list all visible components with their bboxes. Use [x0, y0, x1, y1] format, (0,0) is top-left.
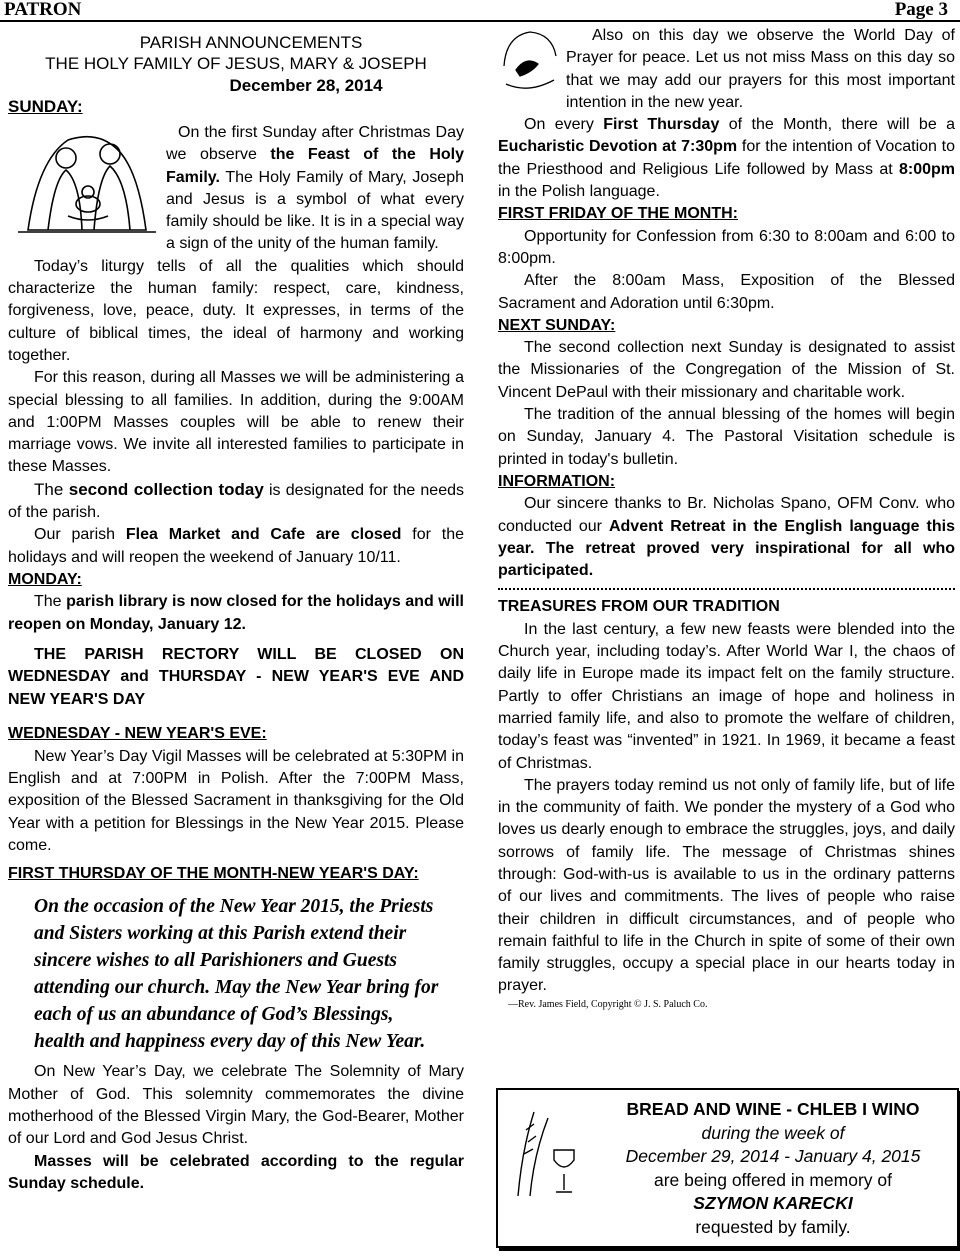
new-year-paragraph: On New Year’s Day, we celebrate The Solemnity of Mary Mother of God. This solemnity commemorates the divine motherhood of the Blessed Virgin Mary, the God-Bearer, Mother of our Lord and God Jesus Christ. — [8, 1063, 464, 1148]
first-thursday-paragraph: On every First Thursday of the Month, there will be a Eucharistic Devotion at 7:30pm for the intention of Vocation to the Priesthood and Religious Life followed by Mass at 8:00pm in the Polish language. — [498, 116, 956, 201]
next-sunday-paragraph-1: The second collection next Sunday is designated to assist the Missionaries of the Congregation of the Mission of St. Vincent DePaul with their missionary and charitable work. — [498, 339, 955, 401]
announcements-date: December 28, 2014 — [229, 76, 383, 95]
publication-name: PATRON — [4, 0, 82, 20]
memory-label: are being offered in memory of — [653, 1169, 892, 1190]
bread-and-wine-box — [496, 1088, 959, 1248]
page-header — [0, 0, 960, 22]
sunday-paragraph-1: On the first Sunday after Christmas Day we observe the Feast of the Holy Family. The Holy Family of Mary, Joseph and Jesus is a symbol of what every family should be like. It is in a special way a sign of the unity of the human family. — [166, 124, 464, 253]
next-sunday-paragraph-2: The tradition of the annual blessing of the homes will begin on Sunday, January 4. The Pastoral Visitation schedule is printed in today's bulletin. — [498, 406, 955, 468]
announcements-title: PARISH ANNOUNCEMENTS — [139, 33, 363, 52]
wednesday-heading: WEDNESDAY - NEW YEAR'S EVE: — [8, 725, 267, 743]
dove-icon — [498, 26, 560, 98]
mass-schedule-note: Masses will be celebrated according to the regular Sunday schedule. — [8, 1152, 464, 1192]
sunday-paragraph-4: The second collection today is designated for the needs of the parish. — [8, 479, 464, 522]
treasures-paragraph-1: In the last century, a few new feasts were blended into the Church year, including today’s. After World War I, the chaos of daily life in Europe made its impact felt on the family structure. Partly to offer Christians an image of hope and holiness in married family life, and also to promote the welfare of children, today’s feast was “invented” in 1921. In 1969, it became a feast of Christmas. — [498, 620, 955, 772]
treasures-heading: TREASURES FROM OUR TRADITION — [498, 598, 780, 616]
treasures-paragraph-2: The prayers today remind us not only of family life, but of life in the community of faith. We ponder the mystery of a God who loves us dearly enough to embrace the struggles, joys, and daily sorrows of family life. The message of Christmas shines through: God-with-us is available to us in the ordinary patterns of our lives and commitments. The lives of people who raise their children in difficult circumstances, and of people who remain faithful to life in the Church in spite of some of their own family struggles, occupy a special place in our hearts today in prayer. — [498, 776, 955, 995]
sunday-heading: SUNDAY: — [8, 97, 83, 116]
world-day-of-prayer-logo — [498, 26, 560, 98]
information-heading: INFORMATION: — [498, 472, 616, 490]
first-thursday-heading: FIRST THURSDAY OF THE MONTH-NEW YEAR'S DAY: — [8, 865, 419, 883]
section-divider — [498, 588, 955, 590]
memorial-name: SZYMON KARECKI — [693, 1193, 853, 1213]
adoration-paragraph: After the 8:00am Mass, Exposition of the Blessed Sacrament and Adoration until 6:30pm. — [498, 272, 955, 312]
sunday-paragraph-3: For this reason, during all Masses we will be administering a special blessing to all families. In addition, during the 9:00AM and 1:00PM Masses couples will be able to renew their marriage vows. We invite all interested families to participate in these Masses. — [8, 369, 464, 476]
next-sunday-heading: NEXT SUNDAY: — [498, 316, 616, 334]
page-number: Page 3 — [894, 0, 948, 20]
holy-family-illustration — [8, 120, 160, 238]
left-column — [8, 26, 464, 1195]
new-year-blessing: On the occasion of the New Year 2015, the Priests and Sisters working at this Parish extend their sincere wishes to all Parishioners and Guests attending our church. May the New Year bring for each of us an abundance of God’s Blessings, health and happiness every day of this New Year. — [34, 896, 439, 1053]
monday-heading: MONDAY: — [8, 570, 82, 588]
world-day-prayer-paragraph: Also on this day we observe the World Day of Prayer for peace. Let us not miss Mass on this day so that we may add our prayers for this most important intention in the new year. — [566, 27, 955, 111]
right-column — [498, 26, 955, 1012]
rectory-closed-notice: THE PARISH RECTORY WILL BE CLOSED ON WEDNESDAY and THURSDAY - NEW YEAR'S EVE AND NEW YEAR'S DAY — [8, 645, 464, 708]
bread-and-wine-text — [588, 1098, 958, 1239]
sunday-paragraph-2: Today’s liturgy tells of all the qualities which should characterize the human family: respect, care, kindness, forgiveness, love, peace, duty. It expresses, in terms of the culture of biblical times, the ideal of harmony and working together. — [8, 257, 464, 364]
week-dates: December 29, 2014 - January 4, 2015 — [625, 1146, 921, 1166]
monday-paragraph: The parish library is now closed for the holidays and will reopen on Monday, January 12. — [8, 593, 465, 633]
feast-title: THE HOLY FAMILY OF JESUS, MARY & JOSEPH — [45, 54, 427, 73]
information-paragraph: Our sincere thanks to Br. Nicholas Spano, OFM Conv. who conducted our Advent Retreat in the English language this year. The retreat proved very inspirational for all who participated. — [498, 495, 955, 580]
week-label: during the week of — [701, 1122, 845, 1143]
wheat-and-chalice-icon — [504, 1100, 584, 1200]
bread-and-wine-title: BREAD AND WINE - CHLEB I WINO — [626, 1099, 920, 1119]
requested-by: requested by family. — [695, 1216, 851, 1237]
wednesday-paragraph: New Year’s Day Vigil Masses will be celebrated at 5:30PM in English and at 7:00PM in Polish. After the 7:00PM Mass, exposition of the Blessed Sacrament in thanksgiving for the Old Year with a petition for Blessings in the New Year 2015. Please come. — [8, 747, 464, 854]
first-friday-heading: FIRST FRIDAY OF THE MONTH: — [498, 205, 738, 223]
sunday-paragraph-5: Our parish Flea Market and Cafe are closed for the holidays and will reopen the weekend of January 10/11. — [8, 526, 465, 566]
copyright-citation: —Rev. James Field, Copyright © J. S. Paluch Co. — [508, 998, 708, 1010]
confession-paragraph: Opportunity for Confession from 6:30 to 8:00am and 6:00 to 8:00pm. — [498, 227, 955, 267]
